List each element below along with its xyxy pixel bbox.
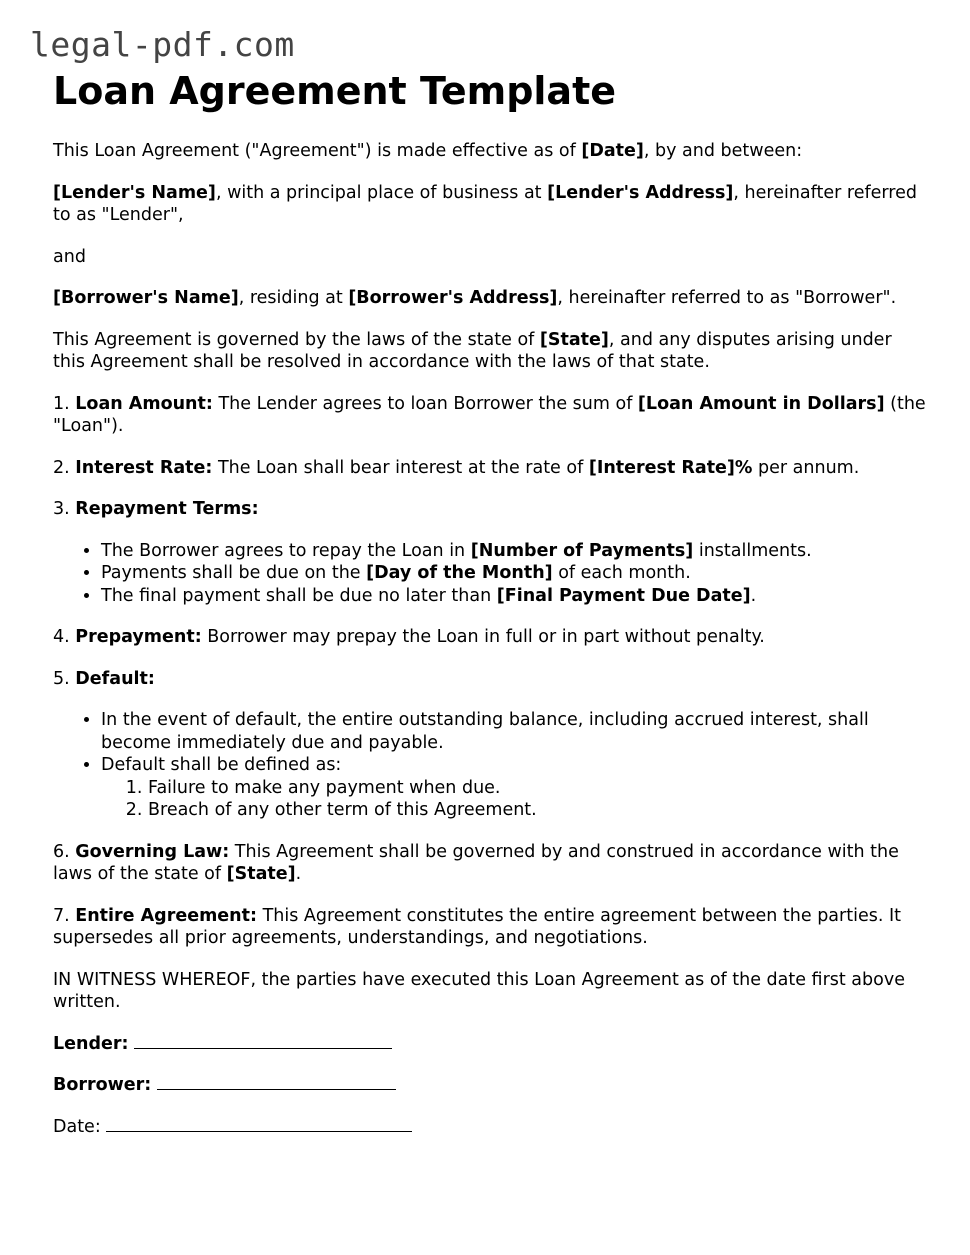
section-loan-amount: 1. Loan Amount: The Lender agrees to loan Borrower the sum of [Loan Amount in Dollars] (the "Loan"). <box>53 393 926 436</box>
section-heading: Interest Rate: <box>75 457 213 478</box>
and-text: and <box>53 246 86 267</box>
lender-address-placeholder: [Lender's Address] <box>547 182 734 203</box>
section-heading: Governing Law: <box>75 841 230 862</box>
section-entire-agreement: 7. Entire Agreement: This Agreement constitutes the entire agreement between the parties. It supersedes all prior agreements, understandings, and negotiations. <box>53 905 901 948</box>
section-interest-rate: 2. Interest Rate: The Loan shall bear interest at the rate of [Interest Rate]% per annum. <box>53 457 860 478</box>
borrower-paragraph: [Borrower's Name], residing at [Borrower's Address], hereinafter referred to as "Borrower". <box>53 288 897 308</box>
number-of-payments-placeholder: [Number of Payments] <box>470 540 694 561</box>
intro-paragraph: This Loan Agreement ("Agreement") is made effective as of [Date], by and between: <box>53 141 803 161</box>
list-item: • The Borrower agrees to repay the Loan in [Number of Payments] installments. <box>101 540 928 563</box>
section-heading: Entire Agreement: <box>75 905 257 926</box>
day-of-month-placeholder: [Day of the Month] <box>366 563 553 583</box>
section-prepayment: 4. Prepayment: Borrower may prepay the Loan in full or in part without penalty. <box>53 627 765 647</box>
date-signature-line: Date: <box>53 1116 928 1139</box>
borrower-signature-field[interactable] <box>157 1075 396 1090</box>
lender-signature-line: Lender: <box>53 1033 928 1056</box>
state-placeholder: [State] <box>539 329 609 350</box>
section-heading: Prepayment: <box>75 627 202 647</box>
lender-name-placeholder: [Lender's Name] <box>53 182 216 203</box>
section-repayment-terms: 3. Repayment Terms: <box>53 499 259 519</box>
borrower-name-placeholder: [Borrower's Name] <box>53 288 239 308</box>
borrower-address-placeholder: [Borrower's Address] <box>348 288 558 308</box>
loan-amount-placeholder: [Loan Amount in Dollars] <box>637 393 885 414</box>
section-heading: Repayment Terms: <box>75 499 259 519</box>
governing-paragraph: This Agreement is governed by the laws of the state of [State], and any disputes arising under this Agreement shall be resolved in accordance with the laws of that state. <box>53 329 892 372</box>
section-default: 5. Default: <box>53 668 155 689</box>
witness-paragraph: IN WITNESS WHEREOF, the parties have executed this Loan Agreement as of the date first above written. <box>53 969 905 1012</box>
default-definitions-list <box>101 777 928 822</box>
section-heading: Default: <box>75 668 155 689</box>
document-body <box>53 68 928 1157</box>
interest-rate-placeholder: [Interest Rate]% <box>588 457 753 478</box>
default-list <box>53 709 928 822</box>
final-payment-date-placeholder: [Final Payment Due Date] <box>496 585 751 606</box>
list-item: • Default shall be defined as: 1. Failure to make any payment when due. 2. Breach of any other term of this Agreement. <box>101 754 928 822</box>
list-item: • Payments shall be due on the [Day of the Month] of each month. <box>101 562 928 585</box>
list-item: 2. Breach of any other term of this Agreement. <box>148 799 928 822</box>
list-item: • The final payment shall be due no later than [Final Payment Due Date]. <box>101 585 928 608</box>
list-item: 1. Failure to make any payment when due. <box>148 777 928 800</box>
section-heading: Loan Amount: <box>75 393 213 414</box>
watermark: legal-pdf.com <box>30 25 295 64</box>
borrower-signature-line: Borrower: <box>53 1074 928 1097</box>
section-governing-law: 6. Governing Law: This Agreement shall be governed by and construed in accordance with the laws of the state of [State]. <box>53 841 899 884</box>
date-placeholder: [Date] <box>581 141 644 161</box>
list-item: • In the event of default, the entire outstanding balance, including accrued interest, shall become immediately due and payable. <box>101 709 928 754</box>
page-title: Loan Agreement Template <box>53 69 617 113</box>
state-placeholder: [State] <box>226 864 296 884</box>
date-signature-field[interactable] <box>106 1117 412 1132</box>
repayment-list <box>53 540 928 608</box>
lender-paragraph: [Lender's Name], with a principal place of business at [Lender's Address], hereinafter referred to as "Lender", <box>53 182 917 225</box>
lender-signature-field[interactable] <box>134 1034 392 1049</box>
